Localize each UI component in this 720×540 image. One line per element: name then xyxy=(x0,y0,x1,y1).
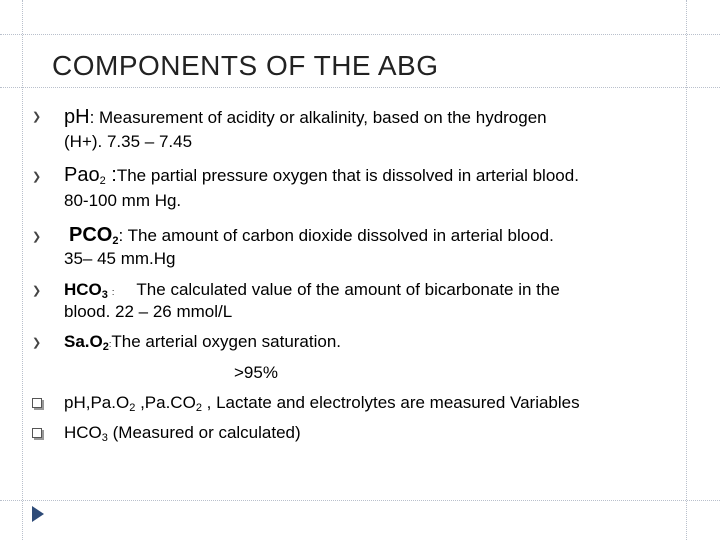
pao2-term: Pao xyxy=(64,164,100,186)
measured-sub-2: 2 xyxy=(195,402,202,414)
arrow-bullet-icon xyxy=(32,110,44,122)
ph-range: (H+). 7.35 – 7.45 xyxy=(64,132,193,151)
hco3-term: HCO xyxy=(64,280,102,299)
checkbox-bullet-icon xyxy=(32,398,42,408)
sao2-colon: : xyxy=(108,339,112,349)
sao2-subscript: 2 xyxy=(102,341,109,353)
checkbox-bullet-icon xyxy=(32,428,42,438)
hco3-measured-subscript: 3 xyxy=(101,432,108,444)
measured-h-pao: H,Pa.O xyxy=(73,393,130,412)
hco3-measured-rest: (Measured or calculated) xyxy=(107,423,301,442)
slide-marker-icon xyxy=(32,506,44,522)
hco3-colon: : xyxy=(111,287,115,297)
title-divider xyxy=(0,87,720,88)
measured-rest: , Lactate and electrolytes are measured Variables xyxy=(201,393,580,412)
pao2-range: 80-100 mm Hg. xyxy=(64,191,182,210)
hco3-range: blood. 22 – 26 mmol/L xyxy=(64,302,233,321)
list-item-pco2 xyxy=(64,224,554,252)
sao2-description: The arterial oxygen saturation. xyxy=(111,332,342,351)
slide-title: COMPONENTS OF THE ABG xyxy=(52,50,439,81)
hco3-measured-term: HCO xyxy=(64,423,102,442)
left-rule xyxy=(22,0,23,540)
bottom-divider xyxy=(0,500,720,501)
ph-term-p: p xyxy=(64,106,76,128)
pao2-subscript: 2 xyxy=(99,175,106,187)
arrow-bullet-icon xyxy=(32,170,44,182)
list-item-pao2 xyxy=(64,164,579,192)
sao2-range: >95% xyxy=(234,363,278,382)
list-item-measured-variables xyxy=(64,392,580,419)
sao2-term: Sa.O xyxy=(64,332,103,351)
measured-paco: ,Pa.CO xyxy=(135,393,196,412)
arrow-bullet-icon xyxy=(32,336,44,348)
arrow-bullet-icon xyxy=(32,284,44,296)
right-rule xyxy=(686,0,687,540)
top-divider xyxy=(0,34,720,35)
pco2-range: 35– 45 mm.Hg xyxy=(64,249,176,268)
pao2-description: The partial pressure oxygen that is dissolved in arterial blood. xyxy=(116,166,579,185)
pco2-description: : The amount of carbon dioxide dissolved in arterial blood. xyxy=(118,226,554,245)
pco2-subscript: 2 xyxy=(112,235,119,247)
list-item-sao2 xyxy=(64,331,341,358)
arrow-bullet-icon xyxy=(32,230,44,242)
hco3-description: The calculated value of the amount of bicarbonate in the xyxy=(136,280,560,299)
pao2-colon: : xyxy=(105,164,117,186)
list-item-hco3-measured xyxy=(64,422,301,449)
ph-description: : Measurement of acidity or alkalinity, based on the hydrogen xyxy=(89,108,547,127)
measured-p: p xyxy=(64,393,74,412)
measured-sub-1: 2 xyxy=(129,402,136,414)
list-item-ph xyxy=(64,106,547,129)
hco3-subscript: 3 xyxy=(101,289,108,301)
ph-term-h: H xyxy=(75,106,90,128)
pco2-term: PCO xyxy=(69,224,113,246)
